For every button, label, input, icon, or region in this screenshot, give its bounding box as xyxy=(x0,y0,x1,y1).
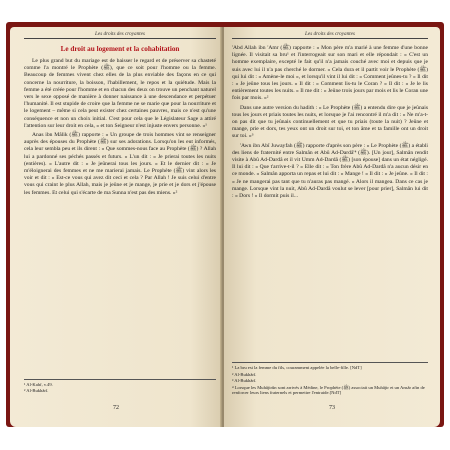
right-footnotes xyxy=(232,362,428,397)
left-page xyxy=(10,27,222,427)
right-paragraph-2: Dans une autre version du hadith : « Le Prophète (ﷺ) a entendu dire que je jeûnais tous les jours et priais toutes les nuits, et lorsque je l'ai rencontré il m'a dit : « Ne m'a-t-on pas dit que tu jeûnais continuellement et que tu priais (toute la nuit) ? Jeûne et mange, prie et dors, tes yeux ont un droit sur toi, et ton âme et ta famille ont un droit sur toi. »³ xyxy=(232,104,428,140)
right-body-text xyxy=(232,45,428,200)
right-page xyxy=(224,27,440,427)
left-footnotes xyxy=(24,379,216,395)
footnote: ² Al-Bukhârî. xyxy=(232,371,257,377)
left-paragraph-1: Le plus grand but du mariage est de baisser le regard et de préserver sa chasteté comme l'a montré le Prophète (ﷺ), que ce soit pour l'homme ou la femme. Beaucoup de femmes vivent chez elles de la plus enviable des façons en ce qui concerne la nourriture, la boisson, l'habillement, le repos et la quiétude. Mais la femme a été créée pour l'homme et en chacun des deux on trouve un penchant naturel vers le sexe opposé de manière à donner naissance à une descendance et perpétuer l'humanité. Il est stupide de croire que la femme ne se marie que pour la nourriture et le logement – même si cela peut exister chez certaines pauvres, mais ce n'est qu'une conséquence et non un choix initial. C'est pour cela que le Législateur Sage a attiré l'attention sur leur droit en cela, « et ton Seigneur n'est injuste envers personne. »¹ xyxy=(24,58,216,129)
right-paragraph-1: 'Abd Allah ibn 'Amr (ﷺ) rapporte : « Mon père m'a marié à une femme d'une bonne lignée. Il visitait sa bru¹ et l'interrogeait sur son mari et elle répondait : « C'est un homme exemplaire, excepté le fait qu'il n'a jamais couché avec moi et depuis que je suis avec lui il n'a pas cherché le dormer. » Cela dura et il partit voir le Prophète (ﷺ) qui lui dit : « Amène-le moi », et lorsqu'il vint il lui dit : « Comment jeûnes-tu ? » Il dit : « Je jeûne tous les jours. » Il dit : « Comment lis-tu le Coran ? » Il dit : « Je le lis entièrement toutes les nuits. » Il me dit : « Jeûne trois jours par mois et lis le Coran une fois par mois. »² xyxy=(232,45,428,102)
footnote: ¹ Al-Kahf, v.49. xyxy=(24,381,53,387)
right-paragraph-3: 'Awn ibn Abî Juwayfah (ﷺ) rapporte d'après son père : « Le Prophète (ﷺ) a établi des liens de fraternité entre Salmân et Abû Ad-Dardâ'⁴ (ﷺ). [Un jour], Salmân rendit visite à Abû Ad-Dardâ et il vit Umm Ad-Dardâ (ﷺ) [son épouse] dans un état négligé. Il lui dit : « Que t'arrive-t-il ? » Elle dit : « Ton frère Abû Ad-Dardâ n'a aucun désir en ce monde. » Salmân apporta un repas et lui dit : « Mange ! » Il dit : « Je jeûne. » Il dit : « Je ne mangerai pas tant que tu n'auras pas mangé. » Alors il mangea. Dans ce cas je mange. Lorsque vint la nuit, Abû Ad-Dardâ voulut se lever [pour prier], Salmân lui dit : « Dors ! » Il dormit puis il... xyxy=(232,142,429,200)
footnote: ⁴ Lorsque les Muhâjirûn sont arrivés à Médine, le Prophète (ﷺ) associait un Muhâjir et un Ansâr afin de renforcer leurs liens fraternels et permettre l'entraide.[NdT] xyxy=(232,384,425,396)
chapter-title: Le droit au logement et la cohabitation xyxy=(60,45,180,53)
left-body-text xyxy=(24,58,216,197)
footnote: ¹ La bru est la femme du fils, couramment appelée la belle-fille. [NdT] xyxy=(232,365,362,371)
footnote: ³ Al-Bukhârî. xyxy=(232,378,257,384)
footnote: ² Al-Bukhârî. xyxy=(24,388,49,394)
page-number-left: 72 xyxy=(113,405,119,411)
running-head-left: Les droits des croyantes xyxy=(24,31,216,39)
page-number-right: 73 xyxy=(329,405,335,411)
left-paragraph-2: Anas ibn Mâlik (ﷺ) rapporte : « Un groupe de trois hommes vint se renseigner auprès des épouses du Prophète (ﷺ) sur ses adorations. Lorsqu'on les eut informés, cela leur sembla peu et ils dirent : « Que sommes-nous face au Prophète (ﷺ) ? Allah lui a pardonné ses péchés passés et futurs. » L'un dit : « Je prierai toutes les nuits (entières). » L'autre dit : « Je jeûnerai tous les jours. » Et le dernier dit : « Je m'éloignerai des femmes et ne me marierai jamais. Le Prophète (ﷺ) vint alors les voir et dit : « Est-ce vous qui avez dit ceci et cela ? Par Allah ! Je suis celui d'entre vous qui craint le plus Allah, mais je jeûne et je mange, je prie et je dors et j'épouse les femmes. Et celui qui s'écarte de ma Sunna n'est pas des miens. »² xyxy=(24,132,216,196)
running-head-right: Les droits des croyantes xyxy=(232,31,428,39)
